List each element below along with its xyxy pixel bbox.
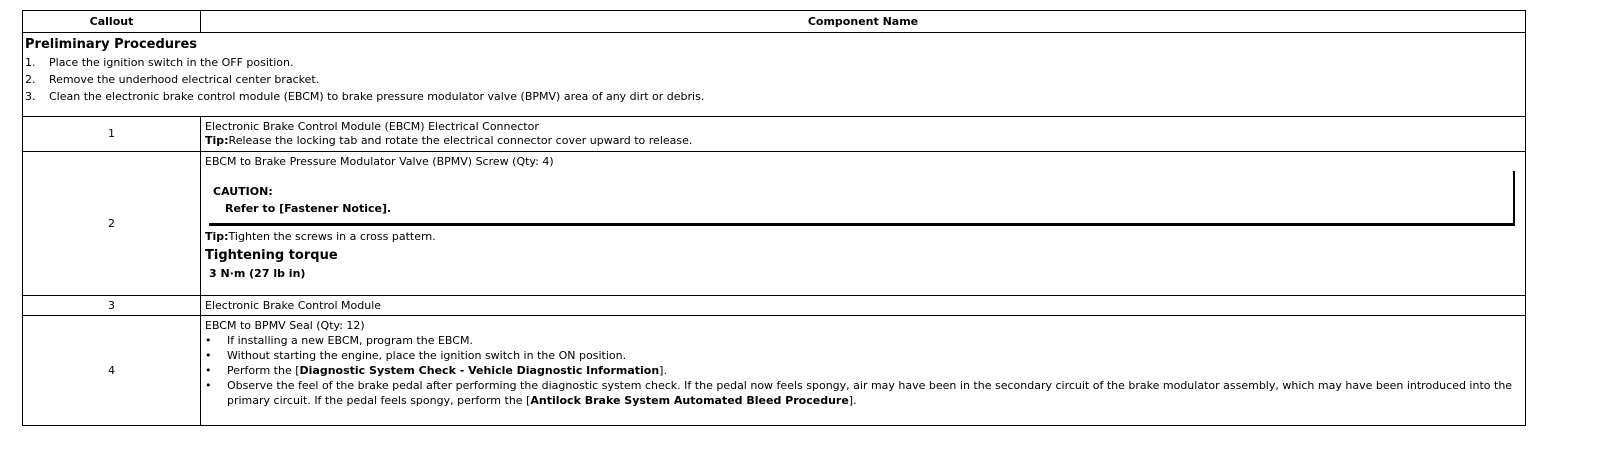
diagnostic-check-link[interactable]: Diagnostic System Check - Vehicle Diagnostic Information	[299, 364, 660, 377]
callout-header: Callout	[23, 11, 201, 33]
component-cell	[201, 316, 1526, 426]
bleed-procedure-link[interactable]: Antilock Brake System Automated Bleed Procedure	[530, 394, 849, 407]
callout-cell: 4	[23, 316, 201, 426]
preliminary-title: Preliminary Procedures	[25, 37, 198, 52]
table-row	[23, 152, 1526, 296]
tip: Tip:Release the locking tab and rotate the electrical connector cover upward to release.	[205, 134, 693, 147]
callout-cell: 1	[23, 117, 201, 152]
list-item: • Observe the feel of the brake pedal after performing the diagnostic system check. If the pedal now feels spongy, air may have been in the secondary circuit of the brake modulator assembly, which may have been introduced into the primary circuit. If the pedal feels spongy, perform the [Antilock Brake System Automated Bleed Procedure].	[205, 378, 1521, 408]
list-item: • If installing a new EBCM, program the EBCM.	[205, 333, 1521, 348]
torque-title: Tightening torque	[205, 248, 338, 263]
component-name: EBCM to Brake Pressure Modulator Valve (BPMV) Screw (Qty: 4)	[205, 155, 554, 168]
caution-title: CAUTION:	[213, 185, 273, 198]
list-item: • Without starting the engine, place the ignition switch in the ON position.	[205, 348, 1521, 363]
preliminary-procedures	[23, 33, 1526, 117]
procedure-table	[22, 10, 1526, 426]
header-row	[23, 11, 1526, 33]
table-row	[23, 117, 1526, 152]
component-name-header: Component Name	[201, 11, 1526, 33]
caution-text[interactable]: Refer to [Fastener Notice].	[225, 202, 392, 215]
preliminary-step: 3. Clean the electronic brake control module (EBCM) to brake pressure modulator valve (BPMV) area of any dirt or debris.	[25, 90, 705, 103]
preliminary-steps	[25, 54, 1525, 105]
preliminary-row	[23, 33, 1526, 117]
table-row	[23, 316, 1526, 426]
preliminary-step: 2. Remove the underhood electrical center bracket.	[25, 73, 320, 86]
table-row	[23, 296, 1526, 316]
callout-cell: 2	[23, 152, 201, 296]
component-name: Electronic Brake Control Module (EBCM) Electrical Connector	[205, 120, 539, 133]
component-cell	[201, 117, 1526, 152]
list-item: • Perform the [Diagnostic System Check - Vehicle Diagnostic Information].	[205, 363, 1521, 378]
install-steps	[205, 333, 1521, 408]
component-name: EBCM to BPMV Seal (Qty: 12)	[205, 319, 365, 332]
component-cell	[201, 152, 1526, 296]
torque-value: 3 N·m (27 lb in)	[209, 267, 306, 280]
tip: Tip:Tighten the screws in a cross pattern.	[205, 230, 436, 243]
preliminary-step: 1. Place the ignition switch in the OFF position.	[25, 56, 294, 69]
caution-box	[209, 177, 1515, 226]
component-name: Electronic Brake Control Module	[201, 296, 1526, 316]
callout-cell: 3	[23, 296, 201, 316]
